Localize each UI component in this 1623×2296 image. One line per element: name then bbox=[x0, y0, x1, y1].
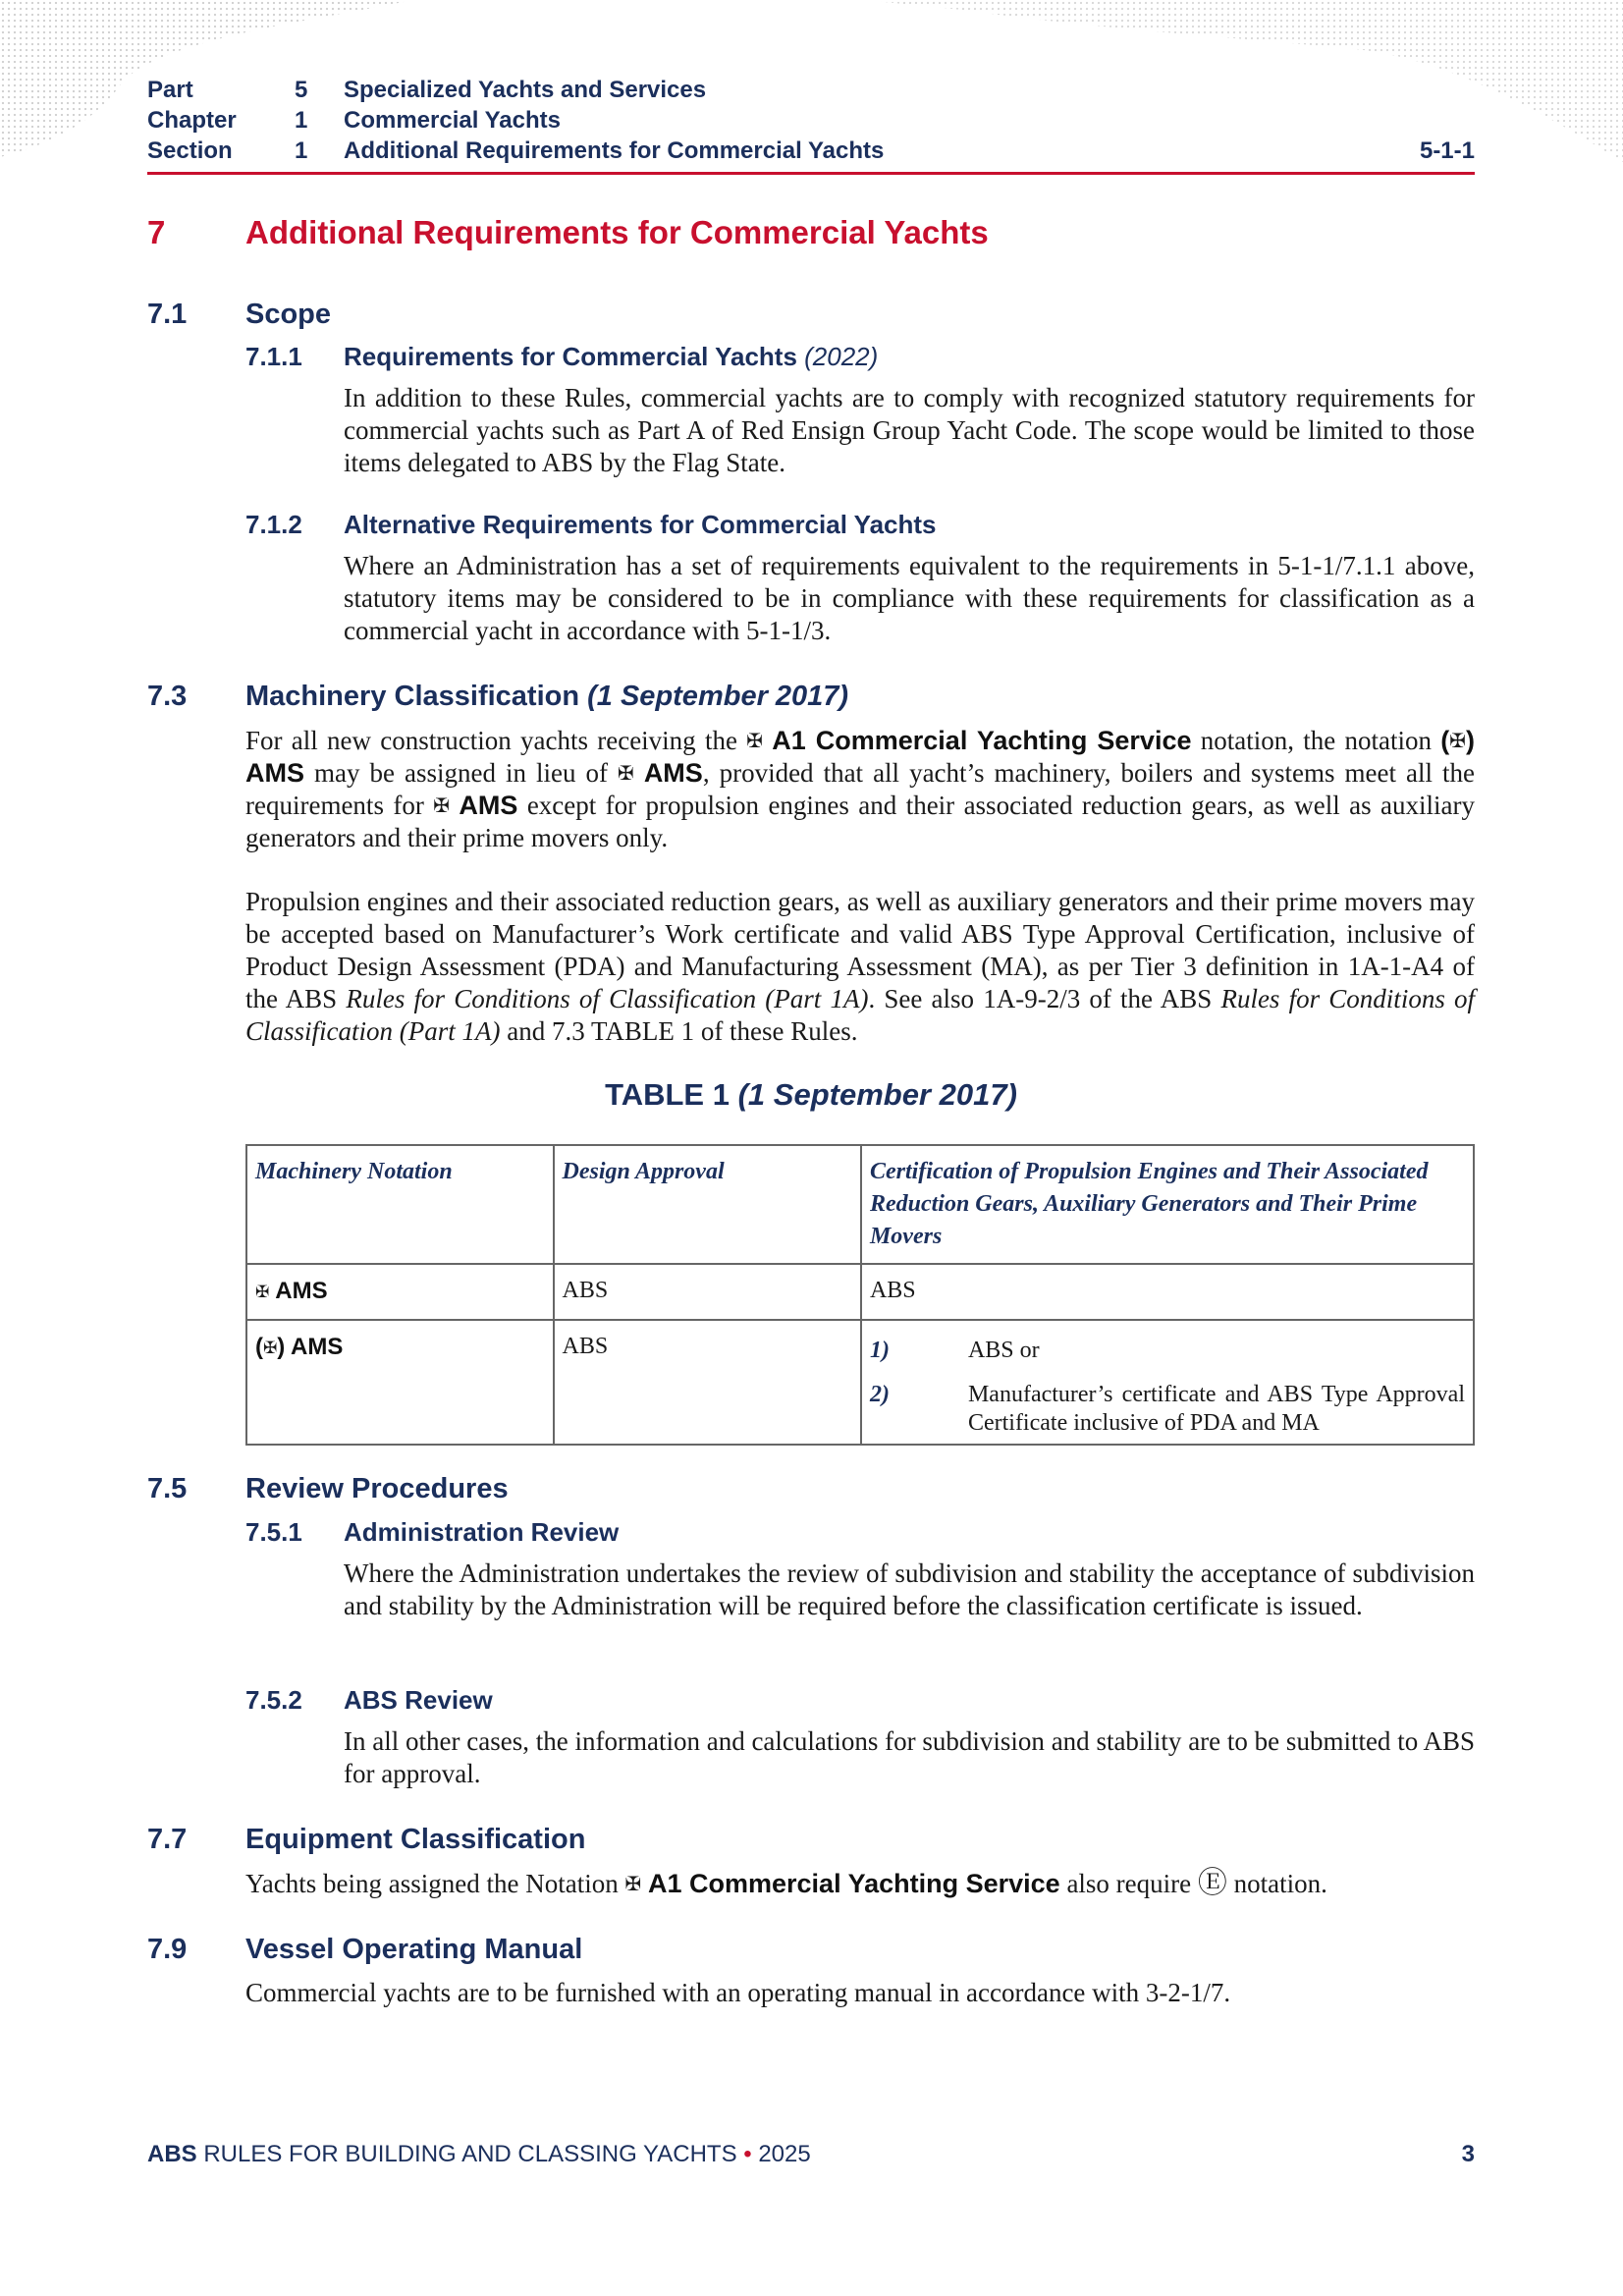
p77-text-2: also require bbox=[1066, 1869, 1192, 1898]
header-rule bbox=[147, 172, 1475, 175]
heading-7-3-year: (1 September 2017) bbox=[587, 681, 849, 712]
footer-brand: ABS bbox=[147, 2141, 197, 2167]
p732-text-1: Propulsion engines and their associated reduction gears, as well as auxiliary generators and their prime movers may be accepted based on Manufacturer’s Work certificate and valid ABS Type Approval Certification, inclusive of Product Design Assessment (PDA) and Manufacturing Assessment (MA), as per Tier 3 definition in 1A-1-A4 of the ABS bbox=[245, 887, 1475, 1013]
p732-text-3: and 7.3 TABLE 1 of these Rules. bbox=[507, 1016, 858, 1046]
table-cell-notation bbox=[246, 1264, 554, 1320]
p732-italic-2: Rules for Conditions of Classification (Part 1A) bbox=[245, 984, 1476, 1046]
notation-ams: AMS bbox=[459, 791, 518, 820]
heading-7-1-1-title: Requirements for Commercial Yachts bbox=[344, 342, 797, 371]
circled-e-icon: Ⓔ bbox=[1197, 1866, 1227, 1900]
p77-text-1: Yachts being assigned the Notation bbox=[245, 1869, 619, 1898]
p731-text-4: , provided that all yacht’s machinery, boilers and systems meet all the requirements for bbox=[245, 758, 1475, 820]
list-item-number: 1) bbox=[869, 1338, 890, 1363]
p731-text-1: For all new construction yachts receiving the bbox=[245, 726, 737, 755]
paragraph-7-5-1: Where the Administration undertakes the review of subdivision and stability the acceptance of subdivision and stability by the Administration will be required before the classification certificate is issued. bbox=[344, 1558, 1475, 1620]
p731-text-2: notation, the notation bbox=[1200, 726, 1432, 755]
maltese-cross-icon: ✠ bbox=[618, 761, 634, 785]
heading-7-1-title: Scope bbox=[245, 299, 332, 330]
list-item-text: ABS or bbox=[967, 1338, 1040, 1363]
table-cell-paren: ( bbox=[255, 1334, 263, 1360]
running-header bbox=[147, 75, 1475, 166]
maltese-cross-icon: ✠ bbox=[746, 729, 763, 752]
heading-7-1-1-number: 7.1.1 bbox=[245, 342, 302, 371]
part-label: Part bbox=[147, 77, 193, 103]
notation-ams: AMS bbox=[643, 758, 703, 788]
table-cell-design: ABS bbox=[554, 1264, 861, 1320]
table-cell-cert: ABS bbox=[861, 1264, 1474, 1320]
table-cell-design: ABS bbox=[554, 1320, 861, 1445]
table-header-design-approval: Design Approval bbox=[554, 1145, 861, 1264]
paragraph-7-9: Commercial yachts are to be furnished with an operating manual in accordance with 3-2-1/7. bbox=[245, 1978, 1231, 2007]
section-label: Section bbox=[147, 137, 233, 164]
chapter-label: Chapter bbox=[147, 107, 237, 134]
table-1-caption-year: (1 September 2017) bbox=[737, 1077, 1017, 1112]
list-item bbox=[870, 1381, 1465, 1438]
heading-7-5-1-number: 7.5.1 bbox=[245, 1517, 302, 1547]
heading-7-5-title: Review Procedures bbox=[245, 1473, 509, 1504]
maltese-cross-icon: ✠ bbox=[433, 793, 450, 817]
heading-7-title: Additional Requirements for Commercial Yachts bbox=[245, 214, 989, 250]
p732-text-2: . See also 1A-9-2/3 of the ABS bbox=[868, 984, 1213, 1013]
table-row bbox=[246, 1320, 1474, 1445]
heading-7-5-2-title: ABS Review bbox=[344, 1685, 493, 1715]
heading-7-5-1-title: Administration Review bbox=[344, 1517, 620, 1547]
heading-7-5-2-number: 7.5.2 bbox=[245, 1685, 302, 1715]
heading-7-7-title: Equipment Classification bbox=[245, 1824, 586, 1855]
footer-bullet: • bbox=[743, 2141, 752, 2167]
part-title: Specialized Yachts and Services bbox=[344, 77, 707, 103]
notation-paren-ams: ) AMS bbox=[245, 726, 1476, 788]
paragraph-7-3-1 bbox=[245, 725, 1475, 854]
table-1-caption bbox=[147, 1077, 1475, 1113]
part-number: 5 bbox=[295, 77, 308, 103]
footer-title: RULES FOR BUILDING AND CLASSING YACHTS bbox=[203, 2141, 737, 2167]
list-item bbox=[870, 1337, 1465, 1365]
table-1-caption-label: TABLE 1 bbox=[605, 1077, 730, 1112]
paragraph-7-5-2: In all other cases, the information and calculations for subdivision and stability are to be submitted to ABS for approval. bbox=[344, 1726, 1475, 1788]
notation-a1-commercial-yachting-service: A1 Commercial Yachting Service bbox=[647, 1869, 1060, 1898]
table-row bbox=[246, 1264, 1474, 1320]
maltese-cross-icon: ✠ bbox=[263, 1339, 278, 1358]
paragraph-7-7 bbox=[245, 1867, 1475, 1900]
list-item-text: Manufacturer’s certificate and ABS Type Approval Certificate inclusive of PDA and MA bbox=[967, 1382, 1465, 1436]
heading-7-number: 7 bbox=[147, 214, 166, 250]
table-header-row bbox=[246, 1145, 1474, 1264]
maltese-cross-icon: ✠ bbox=[255, 1283, 270, 1302]
table-cell-notation bbox=[246, 1320, 554, 1445]
heading-7-7-number: 7.7 bbox=[147, 1824, 188, 1855]
chapter-title: Commercial Yachts bbox=[344, 107, 562, 134]
chapter-number: 1 bbox=[295, 107, 308, 134]
heading-7-1-number: 7.1 bbox=[147, 299, 188, 330]
p732-italic-1: Rules for Conditions of Classification (Part 1A) bbox=[346, 984, 869, 1013]
p731-text-5: except for propulsion engines and their associated reduction gears, as well as auxiliary generators and their prime movers only. bbox=[245, 791, 1476, 852]
table-header-certification: Certification of Propulsion Engines and Their Associated Reduction Gears, Auxiliary Generators and Their Prime Movers bbox=[861, 1145, 1474, 1264]
heading-7-1-2-title: Alternative Requirements for Commercial Yachts bbox=[344, 510, 937, 539]
heading-7-1-2-number: 7.1.2 bbox=[245, 510, 302, 539]
section-reference: 5-1-1 bbox=[1419, 137, 1475, 164]
page-number: 3 bbox=[1461, 2141, 1475, 2167]
notation-a1-commercial-yachting-service: A1 Commercial Yachting Service bbox=[772, 726, 1192, 755]
heading-7-9-title: Vessel Operating Manual bbox=[245, 1934, 583, 1965]
table-1 bbox=[245, 1144, 1475, 1446]
table-cell-cert-list bbox=[861, 1320, 1474, 1445]
paragraph-7-3-2 bbox=[245, 886, 1475, 1048]
maltese-cross-icon: ✠ bbox=[1449, 729, 1467, 752]
heading-7-3-number: 7.3 bbox=[147, 681, 188, 712]
p77-text-3: notation. bbox=[1233, 1869, 1327, 1898]
heading-7-9-number: 7.9 bbox=[147, 1934, 188, 1965]
maltese-cross-icon: ✠ bbox=[624, 1872, 642, 1895]
list-item-number: 2) bbox=[869, 1382, 890, 1407]
notation-paren-open: ( bbox=[1440, 726, 1450, 755]
heading-7-5-number: 7.5 bbox=[147, 1473, 188, 1504]
p731-text-3: may be assigned in lieu of bbox=[314, 758, 609, 788]
table-cell-notation-text: AMS bbox=[275, 1278, 328, 1304]
footer-year: 2025 bbox=[758, 2141, 811, 2167]
running-footer bbox=[147, 2141, 1475, 2168]
section-number: 1 bbox=[295, 137, 308, 164]
paragraph-7-1-1: In addition to these Rules, commercial yachts are to comply with recognized statutory requirements for commercial yachts such as Part A of Red Ensign Group Yacht Code. The scope would be limited to those items delegated to ABS by the Flag State. bbox=[344, 383, 1475, 477]
table-header-machinery-notation: Machinery Notation bbox=[246, 1145, 554, 1264]
paragraph-7-1-2: Where an Administration has a set of requirements equivalent to the requirements in 5-1-1/7.1.1 above, statutory items may be considered to be in compliance with these requirements for classification as a commercial yacht in accordance with 5-1-1/3. bbox=[344, 551, 1475, 645]
section-title: Additional Requirements for Commercial Yachts bbox=[344, 137, 885, 164]
table-cell-paren-ams: ) AMS bbox=[277, 1334, 344, 1360]
heading-7-3-title: Machinery Classification bbox=[245, 681, 580, 712]
heading-7-1-1-year: (2022) bbox=[804, 342, 879, 371]
